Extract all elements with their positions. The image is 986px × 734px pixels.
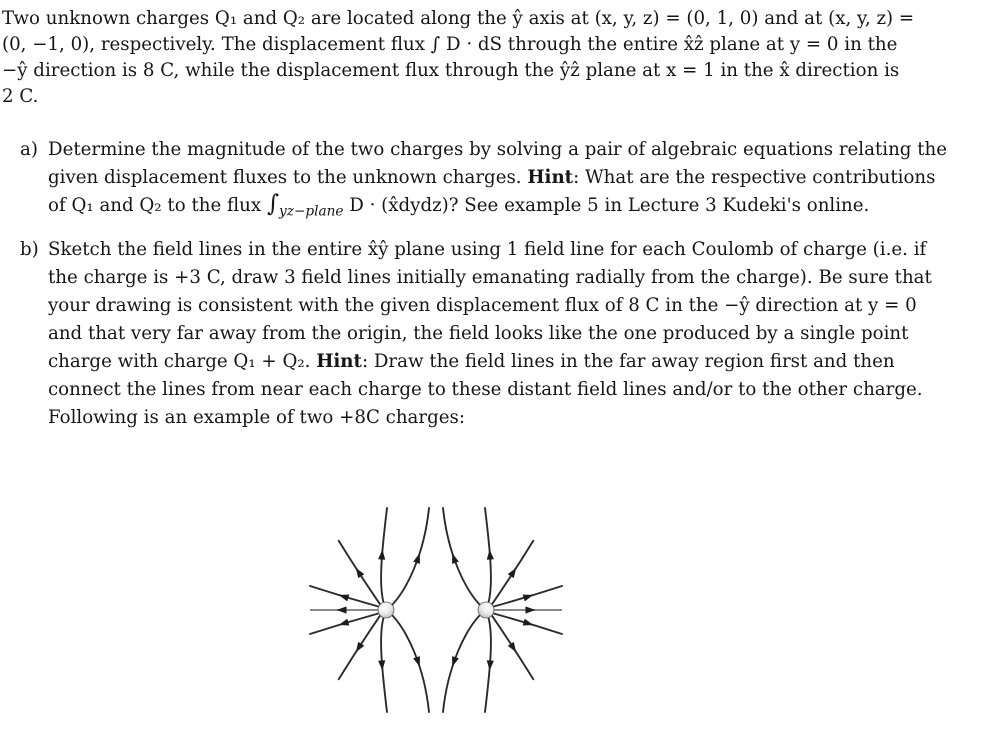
text-line: and that very far away from the origin, the field looks like the one produced by a single point <box>48 322 909 344</box>
right-charge-field-lines <box>443 508 562 712</box>
integral-sign: ∫ <box>266 190 280 217</box>
text-line: 2 C. <box>2 86 39 107</box>
text-line: Sketch the field lines in the entire x̂ŷ plane using 1 field line for each Coulomb of charge (i.e. if <box>48 238 927 260</box>
text-line <box>48 164 978 192</box>
text-line: (0, −1, 0), respectively. The displacement flux ∫ D · dS through the entire x̂ẑ plane at y = 0 in the <box>2 34 898 55</box>
text-line <box>48 192 978 226</box>
text-line: Determine the magnitude of the two charges by solving a pair of algebraic equations relating the <box>48 139 948 160</box>
text-line: Following is an example of two +8C charges: <box>48 406 465 428</box>
left-charge-field-lines <box>310 508 429 712</box>
list-label-b: b) <box>20 238 39 260</box>
hint-label: Hint <box>527 167 574 188</box>
list-item-a <box>2 136 978 226</box>
list-item-b <box>2 236 978 432</box>
text-line: −ŷ direction is 8 C, while the displacement flux through the ŷẑ plane at x = 1 in the x̂ direction is <box>2 60 900 81</box>
text-segment: : Draw the field lines in the far away region first and then <box>361 350 895 372</box>
list-item-a-text <box>48 136 978 226</box>
text-segment: D · (x̂dydz)? See example 5 in Lecture 3 Kudeki's online. <box>343 195 870 216</box>
integral-subscript: yz−plane <box>279 203 344 220</box>
text-segment: of Q₁ and Q₂ to the flux <box>48 195 267 216</box>
text-line <box>48 348 978 376</box>
text-segment: given displacement fluxes to the unknown charges. <box>48 167 528 188</box>
text-segment: charge with charge Q₁ + Q₂. <box>48 350 317 372</box>
list-item-b-text <box>48 236 978 432</box>
field-lines-svg <box>302 502 572 734</box>
hint-label: Hint <box>316 350 362 372</box>
text-line: the charge is +3 C, draw 3 field lines initially emanating radially from the charge). Be sure that <box>48 266 932 288</box>
text-segment: : What are the respective contributions <box>573 167 936 188</box>
text-line: your drawing is consistent with the given displacement flux of 8 C in the −ŷ direction at y = 0 <box>48 294 917 316</box>
text-line: Two unknown charges Q₁ and Q₂ are located along the ŷ axis at (x, y, z) = (0, 1, 0) and at (x, y, z) = <box>2 8 915 29</box>
intro-paragraph <box>2 6 978 110</box>
list-label-a: a) <box>20 139 38 160</box>
field-lines-figure <box>302 502 572 734</box>
text-line: connect the lines from near each charge to these distant field lines and/or to the other charge. <box>48 378 923 400</box>
